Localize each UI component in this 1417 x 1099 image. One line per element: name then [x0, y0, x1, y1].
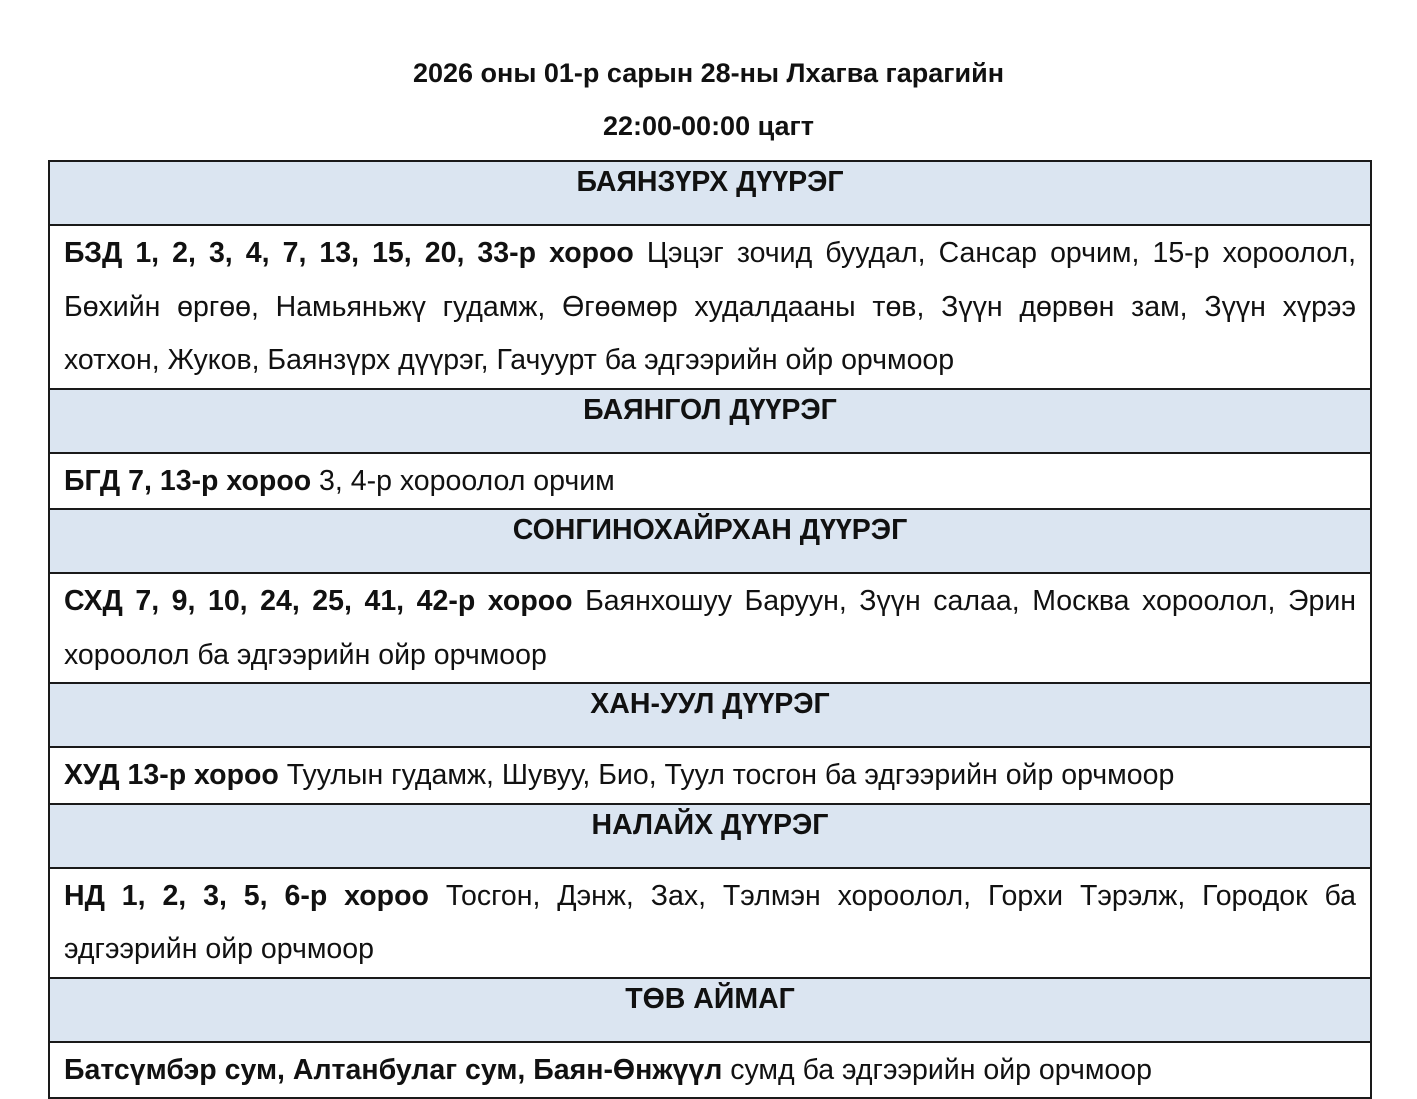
document-title-time: 22:00-00:00 цагт — [602, 111, 815, 141]
outage-schedule-table — [48, 160, 1372, 1099]
district-row — [49, 683, 1371, 747]
committee-list: СХД 7, 9, 10, 24, 25, 41, 42-р хороо — [64, 585, 573, 617]
committee-list: НД 1, 2, 3, 5, 6-р хороо — [64, 879, 429, 912]
district-row — [49, 509, 1371, 573]
detail-row — [49, 1042, 1371, 1099]
district-row — [49, 389, 1371, 453]
district-heading-nalaikh: НАЛАЙХ ДҮҮРЭГ — [49, 804, 1371, 868]
area-list: сумд ба эдгээрийн ойр орчмоор — [722, 1053, 1152, 1086]
detail-cell-bayanzurkh — [49, 225, 1371, 389]
committee-list: ХУД 13-р хороо — [64, 759, 279, 791]
district-row — [49, 978, 1371, 1042]
committee-list: БЗД 1, 2, 3, 4, 7, 13, 15, 20, 33-р хороо — [64, 237, 634, 269]
district-row — [49, 804, 1371, 868]
district-heading-bayanzurkh: БАЯНЗҮРХ ДҮҮРЭГ — [49, 161, 1371, 225]
detail-cell-songinokhairkhan — [49, 573, 1371, 683]
district-heading-bayangol: БАЯНГОЛ ДҮҮРЭГ — [49, 389, 1371, 453]
detail-row — [49, 747, 1371, 804]
committee-list: БГД 7, 13-р хороо — [64, 464, 312, 497]
district-row — [49, 161, 1371, 225]
district-heading-khan-uul: ХАН-УУЛ ДҮҮРЭГ — [49, 683, 1371, 747]
detail-cell-bayangol — [49, 453, 1371, 510]
detail-cell-nalaikh — [49, 868, 1371, 978]
document-title-date: 2026 оны 01-р сарын 28-ны Лхагва гарагийн — [412, 58, 1005, 88]
area-list: Цэцэг зочид буудал, Сансар орчим, 15-р хороолол, Бөхийн өргөө, Намьяньжү гудамж, Өгөөмөр худалдааны төв, Зүүн дөрвөн зам, Зүүн хүрээ хотхон, Жуков, Баянзүрх дүүрэг, Гачуурт ба эдгээрийн ойр орчмоор — [64, 237, 1356, 376]
detail-cell-khan-uul — [49, 747, 1371, 804]
area-list: Тосгон, Дэнж, Зах, Тэлмэн хороолол, Горхи Тэрэлж, Городок ба эдгээрийн ойр орчмоор — [64, 879, 1356, 965]
detail-row — [49, 573, 1371, 683]
committee-list: Батсүмбэр сум, Алтанбулаг сум, Баян-Өнжүүл — [64, 1053, 723, 1086]
detail-row — [49, 225, 1371, 389]
area-list: 3, 4-р хороолол орчим — [311, 464, 615, 497]
district-heading-songinokhairkhan: СОНГИНОХАЙРХАН ДҮҮРЭГ — [49, 509, 1371, 573]
area-list: Баянхошуу Баруун, Зүүн салаа, Москва хороолол, Эрин хороолол ба эдгээрийн ойр орчмоор — [64, 585, 1357, 671]
detail-cell-tuv — [49, 1042, 1371, 1099]
detail-row — [49, 868, 1371, 978]
detail-row — [49, 453, 1371, 510]
district-heading-tuv: ТӨВ АЙМАГ — [49, 978, 1371, 1042]
area-list: Туулын гудамж, Шувуу, Био, Туул тосгон ба эдгээрийн ойр орчмоор — [278, 759, 1175, 791]
